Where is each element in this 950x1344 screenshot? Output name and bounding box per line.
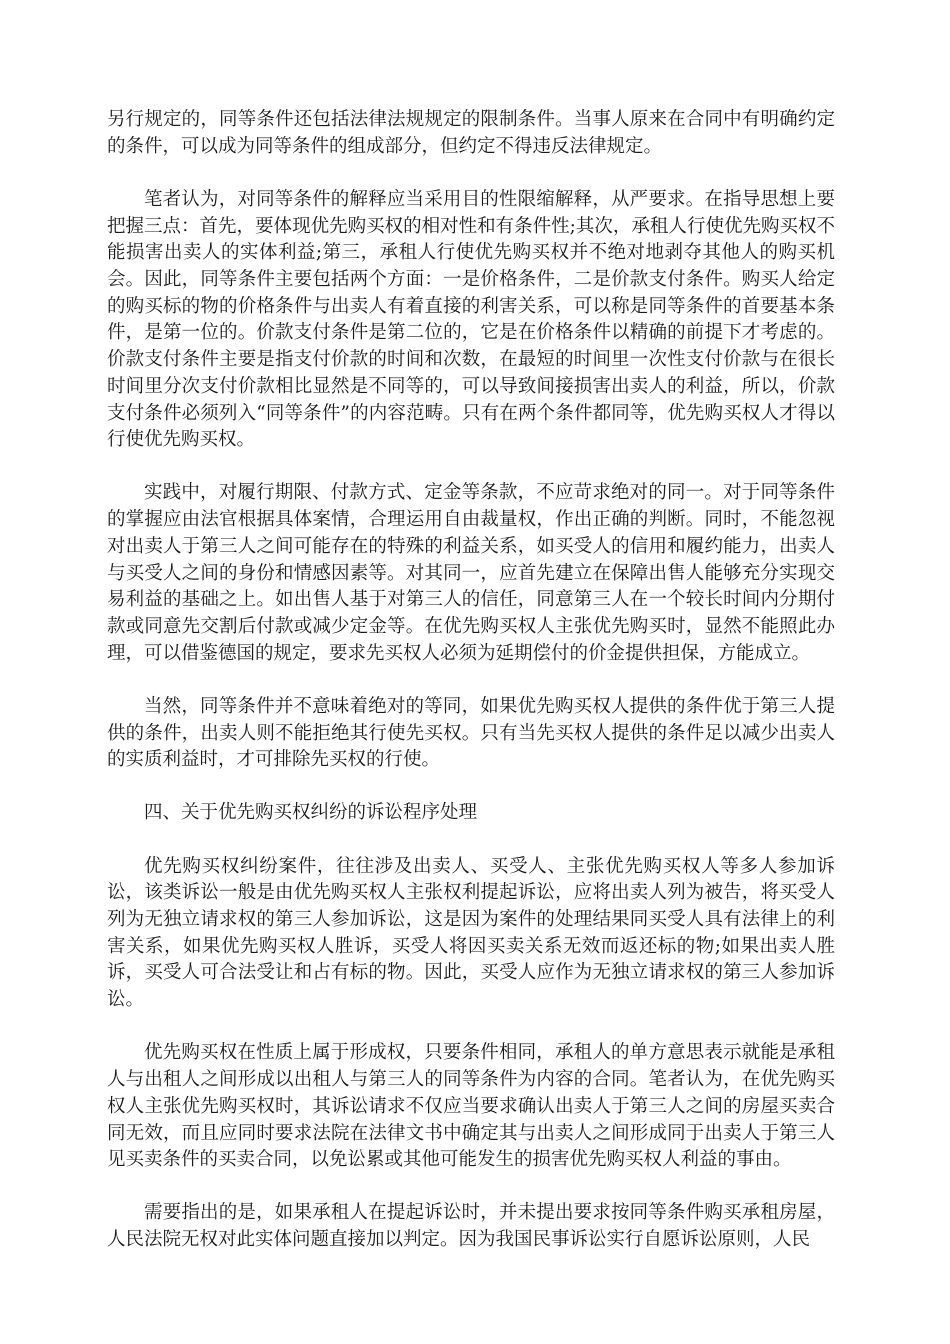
paragraph-4: 当然，同等条件并不意味着绝对的等同，如果优先购买权人提供的条件优于第三人提供的条件，出卖人则不能拒绝其行使先买权。只有当先买权人提供的条件足以减少出卖人的实质利益时，才可排除先买权的行使。 [107, 695, 835, 771]
paragraph-2: 笔者认为，对同等条件的解释应当采用目的性限缩解释，从严要求。在指导思想上要把握三点：首先，要体现优先购买权的相对性和有条件性;其次，承租人行使优先购买权不能损害出卖人的实体利益;第三，承租人行使优先购买权并不绝对地剥夺其他人的购买机会。因此，同等条件主要包括两个方面：一是价格条件，二是价款支付条件。购买人给定的购买标的物的价格条件与出卖人有着直接的利害关系，可以称是同等条件的首要基本条件，是第一位的。价款支付条件是第二位的，它是在价格条件以精确的前提下才考虑的。价款支付条件主要是指支付价款的时间和次数，在最短的时间里一次性支付价款与在很长时间里分次支付价款相比显然是不同等的，可以导致间接损害出卖人的利益，所以，价款支付条件必须列入“同等条件”的内容范畴。只有在两个条件都同等，优先购买权人才得以行使优先购买权。 [107, 188, 835, 451]
paragraph-5: 优先购买权纠纷案件，往往涉及出卖人、买受人、主张优先购买权人等多人参加诉讼，该类诉讼一般是由优先购买权人主张权利提起诉讼，应将出卖人列为被告，将买受人列为无独立请求权的第三人参加诉讼，这是因为案件的处理结果同买受人具有法律上的利害关系，如果优先购买权人胜诉，买受人将因买卖关系无效而返还标的物;如果出卖人胜诉，买受人可合法受让和占有标的物。因此，买受人应作为无独立请求权的第三人参加诉讼。 [107, 855, 835, 1011]
section-heading: 四、关于优先购买权纠纷的诉讼程序处理 [144, 802, 478, 824]
paragraph-3: 实践中，对履行期限、付款方式、定金等条款，不应苛求绝对的同一。对于同等条件的掌握应由法官根据具体案情，合理运用自由裁量权，作出正确的判断。同时，不能忽视对出卖人于第三人之间可能存在的特殊的利益关系，如买受人的信用和履约能力，出卖人与买受人之间的身份和情感因素等。对其同一，应首先建立在保障出售人能够充分实现交易利益的基础之上。如出售人基于对第三人的信任，同意第三人在一个较长时间内分期付款或同意先交割后付款或减少定金等。在优先购买权人主张优先购买时，显然不能照此办理，可以借鉴德国的规定，要求先买权人必须为延期偿付的价金提供担保，方能成立。 [107, 482, 835, 664]
paragraph-7: 需要指出的是，如果承租人在提起诉讼时，并未提出要求按同等条件购买承租房屋，人民法院无权对此实体问题直接加以判定。因为我国民事诉讼实行自愿诉讼原则，人民 [107, 1202, 835, 1251]
paragraph-6: 优先购买权在性质上属于形成权，只要条件相同，承租人的单方意思表示就能是承租人与出租人之间形成以出租人与第三人的同等条件为内容的合同。笔者认为，在优先购买权人主张优先购买权时，其诉讼请求不仅应当要求确认出卖人于第三人之间的房屋买卖合同无效，而且应同时要求法院在法律文书中确定其与出卖人之间形成同于出卖人于第三人见买卖条件的买卖合同，以免讼累或其他可能发生的损害优先购买权人利益的事由。 [107, 1042, 835, 1171]
document-body [107, 107, 835, 1254]
paragraph-1: 另行规定的，同等条件还包括法律法规规定的限制条件。当事人原来在合同中有明确约定的条件，可以成为同等条件的组成部分，但约定不得违反法律规定。 [107, 109, 835, 157]
